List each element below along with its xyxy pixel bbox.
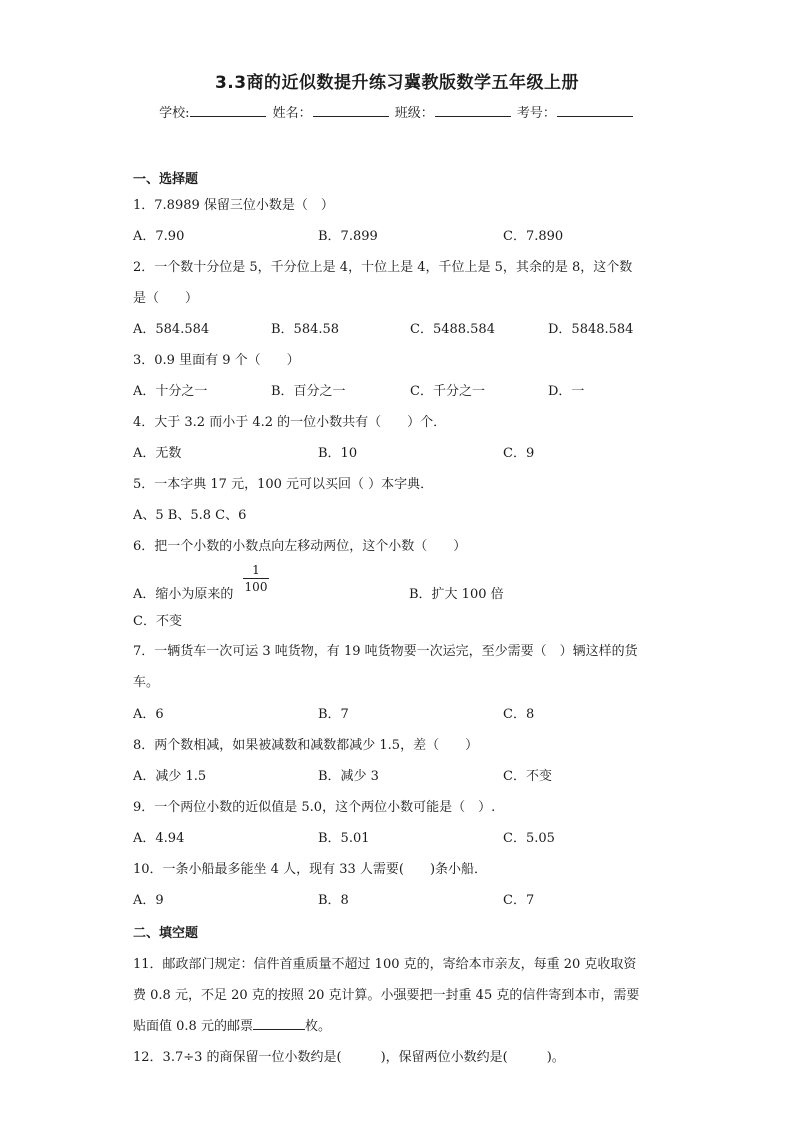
question-1-stem: 1．7.8989 保留三位小数是（ ）	[133, 198, 334, 213]
fraction-denominator: 100	[244, 580, 268, 594]
question-6-option-c[interactable]: C．不变	[133, 614, 182, 629]
question-8-option-a[interactable]: A．减少 1.5	[133, 769, 207, 784]
question-3-option-d[interactable]: D．一	[548, 384, 585, 399]
question-8-option-c[interactable]: C．不变	[503, 769, 552, 784]
question-9-option-b[interactable]: B．5.01	[318, 831, 370, 846]
question-10-option-b[interactable]: B．8	[318, 893, 349, 908]
question-3-option-a[interactable]: A．十分之一	[133, 384, 208, 399]
question-1-option-c[interactable]: C．7.890	[503, 229, 564, 244]
question-2-stem-line1: 2．一个数十分位是 5，千分位上是 4，十位上是 4，千位上是 5，其余的是 8，这个数	[133, 260, 633, 275]
school-blank[interactable]	[190, 104, 266, 117]
question-3-option-c[interactable]: C．千分之一	[410, 384, 485, 399]
question-6-option-b[interactable]: B．扩大 100 倍	[409, 587, 504, 602]
question-9-stem: 9．一个两位小数的近似值是 5.0，这个两位小数可能是（ ）.	[133, 800, 496, 815]
section-heading-choice: 一、选择题	[133, 172, 199, 187]
question-7-stem-line2: 车。	[133, 675, 160, 690]
fraction-numerator: 1	[252, 563, 260, 577]
question-4-option-c[interactable]: C．9	[503, 446, 535, 461]
question-7-option-b[interactable]: B．7	[318, 707, 349, 722]
question-10-option-c[interactable]: C．7	[503, 893, 535, 908]
section-heading-fill: 二、填空题	[133, 926, 199, 941]
class-label: 班级：	[394, 106, 434, 121]
question-10-option-a[interactable]: A．9	[133, 893, 164, 908]
question-6-option-a[interactable]: A．缩小为原来的	[133, 587, 234, 602]
question-5-options[interactable]: A、5 B、5.8 C、6	[133, 508, 247, 523]
question-2-option-c[interactable]: C．5488.584	[410, 322, 495, 337]
question-12-stem: 12．3.7÷3 的商保留一位小数约是( )，保留两位小数约是( )。	[133, 1050, 565, 1065]
question-9-option-a[interactable]: A．4.94	[133, 831, 185, 846]
question-7-stem-line1: 7．一辆货车一次可运 3 吨货物，有 19 吨货物要一次运完，至少需要（ ）辆这样的货	[133, 644, 638, 659]
question-11-line3-end: 枚。	[304, 1019, 331, 1034]
question-7-option-a[interactable]: A．6	[133, 707, 164, 722]
question-9-option-c[interactable]: C．5.05	[503, 831, 555, 846]
page-title: 3.3商的近似数提升练习冀教版数学五年级上册	[214, 73, 580, 93]
question-6-stem: 6．把一个小数的小数点向左移动两位，这个小数（ ）	[133, 539, 467, 554]
name-label: 姓名：	[272, 106, 312, 121]
question-4-stem: 4．大于 3.2 而小于 4.2 的一位小数共有（ ）个．	[133, 415, 447, 430]
question-11-line1: 11．邮政部门规定：信件首重质量不超过 100 克的，寄给本市亲友，每重 20 克收取资	[133, 957, 637, 972]
question-8-option-b[interactable]: B．减少 3	[318, 769, 379, 784]
question-7-option-c[interactable]: C．8	[503, 707, 535, 722]
question-1-option-a[interactable]: A．7.90	[133, 229, 185, 244]
question-4-option-a[interactable]: A．无数	[133, 446, 182, 461]
question-4-option-b[interactable]: B．10	[318, 446, 358, 461]
question-1-option-b[interactable]: B．7.899	[318, 229, 378, 244]
question-10-stem: 10．一条小船最多能坐 4 人，现有 33 人需要( )条小船．	[133, 862, 488, 877]
question-2-option-b[interactable]: B．584.58	[271, 322, 340, 337]
question-2-option-d[interactable]: D．5848.584	[548, 322, 634, 337]
question-3-stem: 3．0.9 里面有 9 个（ ）	[133, 353, 300, 368]
fraction-bar	[243, 578, 269, 579]
student-info-line	[0, 102, 794, 121]
question-11-line2: 费 0.8 元，不足 20 克的按照 20 克计算。小强要把一封重 45 克的信件寄到本市，需要	[133, 988, 640, 1003]
question-2-stem-line2: 是（ ）	[133, 291, 199, 306]
question-8-stem: 8．两个数相减，如果被减数和减数都减少 1.5，差（ ）	[133, 738, 479, 753]
school-label: 学校:	[159, 106, 190, 121]
question-11-answer-blank[interactable]	[253, 1017, 305, 1030]
number-label: 考号：	[516, 106, 556, 121]
question-11-line3-text: 贴面值 0.8 元的邮票	[133, 1019, 253, 1034]
name-blank[interactable]	[313, 104, 389, 117]
question-5-stem: 5．一本字典 17 元，100 元可以买回（ ）本字典．	[133, 477, 434, 492]
question-11-line3	[133, 1015, 331, 1034]
class-blank[interactable]	[435, 104, 511, 117]
question-2-option-a[interactable]: A．584.584	[133, 322, 210, 337]
question-3-option-b[interactable]: B．百分之一	[271, 384, 346, 399]
number-blank[interactable]	[557, 104, 633, 117]
